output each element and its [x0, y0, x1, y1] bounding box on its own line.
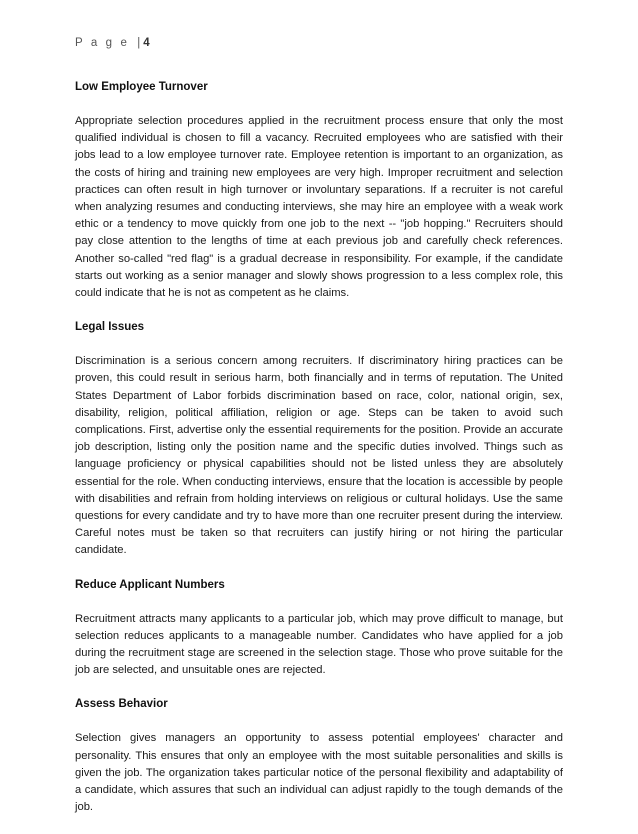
page-header [75, 37, 150, 49]
section-paragraph: Recruitment attracts many applicants to a particular job, which may prove difficult to manage, but selection reduces applicants to a manageable number. Candidates who have applied for a job during the recruitment stage are screened in the selection stage. Those who prove suitable for the job are selected, and unsuitable ones are rejected. [75, 612, 563, 677]
page-separator: | [137, 37, 141, 49]
page-number: 4 [143, 37, 150, 49]
page-label: P a g e [75, 37, 130, 49]
section-title: Low Employee Turnover [75, 81, 208, 93]
document-body [75, 79, 563, 834]
section-paragraph: Selection gives managers an opportunity to assess potential employees' character and personality. This ensures that only an employee with the most suitable personalities and skills is given the job. The organization takes particular notice of the personal flexibility and adaptability of a candidate, which assures that such an individual can adjust rapidly to the tough demands of the job. [75, 732, 563, 814]
section-assess-behavior [75, 696, 563, 816]
section-title: Legal Issues [75, 321, 145, 334]
section-paragraph: Appropriate selection procedures applied in the recruitment process ensure that only the most qualified individual is chosen to fill a vacancy. Recruited employees who are satisfied with their jobs lead to a low employee turnover rate. Employee retention is important to an organization, as the costs of hiring and training new employees are very high. Improper recruitment and selection practices can often result in high turnover or involuntary separations. If a recruiter is not careful when analyzing resumes and conducting interviews, she may hire an employee with a weak work ethic or a tendency to move quickly from one job to the next -- "job hopping." Recruiters should pay close attention to the lengths of time at each previous job and carefully check references. Another so-called "red flag" is a gradual decrease in responsibility. For example, if the candidate starts out working as a senior manager and slowly shows progression to a less complex role, this could indicate that he is not as competent as he claims. [75, 115, 563, 300]
section-title: Assess Behavior [75, 698, 168, 711]
section-paragraph: Discrimination is a serious concern among recruiters. If discriminatory hiring practices can be proven, this could result in serious harm, both financially and in terms of reputation. The United States Department of Labor forbids discrimination based on race, color, national origin, sex, disability, religion, political affiliation, religion or age. Steps can be taken to avoid such complications. First, advertise only the essential requirements for the position. Provide an accurate job description, listing only the position name and the specific duties involved. Things such as language proficiency or physical capabilities should not be listed unless they are absolutely essential for the role. When conducting interviews, ensure that the location is accessible by people with disabilities and refrain from holding interviews on religious or cultural holidays. Use the same questions for every candidate and try to have more than one recruiter present during the interview. Careful notes must be taken so that recruiters can justify hiring or not hiring the particular candidate. [75, 355, 563, 557]
section-legal-issues [75, 319, 563, 559]
section-low-employee-turnover [75, 79, 563, 302]
section-title: Reduce Applicant Numbers [75, 578, 225, 591]
section-reduce-applicant-numbers [75, 577, 563, 680]
